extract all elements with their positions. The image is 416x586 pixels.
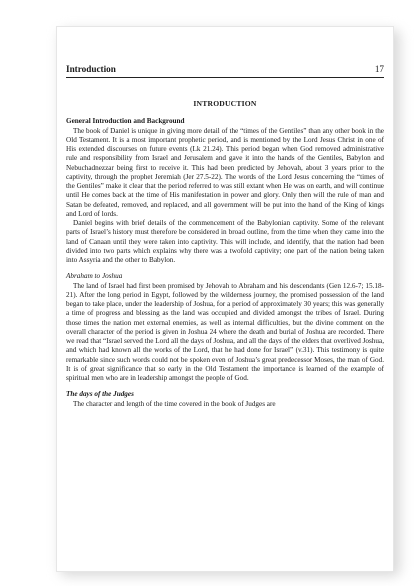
paragraph: The book of Daniel is unique in giving more detail of the “times of the Gentiles” than any other book in the Old Testament. It is a most important prophetic period, and is mentioned by the Lord Jesus Christ in one of His extended discourses on future events (Lk 21.24). This period began when God removed administrative rule and responsibility from Israel and Jerusalem and gave it into the hands of the Gentiles, Babylon and Nebuchadnezzar being first to receive it. This had been predicted by Jehovah, about 3 years prior to the captivity, through the prophet Jeremiah (Jer 27.5-22). The words of the Lord Jesus concerning the “times of the Gentiles” make it clear that the period referred to was still extant when He was on earth, and will continue until He comes back at the time of His manifestation in power and glory. Only then will the rule of man and Satan be defeated, removed, and replaced, and all government will be put into the hand of the King of kings and Lord of lords. (66, 126, 384, 218)
page-number: 17 (374, 64, 384, 74)
book-page (56, 26, 394, 572)
page-content (66, 99, 384, 409)
section-heading-general: General Introduction and Background (66, 117, 185, 126)
paragraph: Daniel begins with brief details of the commencement of the Babylonian captivity. Some of the relevant parts of Israel’s history must therefore be considered in broad outline, from the time when they came into the land of Canaan until they were taken into captivity. This will include, and identify, that the nation had been divided into two parts which explains why there was a twofold captivity; one part of the nation being taken into Assyria and the other to Babylon. (66, 219, 384, 264)
section-heading-abraham-to-joshua: Abraham to Joshua (66, 272, 123, 281)
running-head (66, 63, 384, 78)
section-heading-days-of-judges: The days of the Judges (66, 390, 134, 399)
paragraph: The land of Israel had first been promised by Jehovah to Abraham and his descendants (Gen 12.6-7; 15.18-21). After the long period in Egypt, followed by the wilderness journey, the promised possession of the land began to take place, under the leadership of Joshua, for a period of approximately 30 years; this was generally a time of progress and blessing as the land was occupied and divided amongst the tribes of Israel. During those times the nation met external enemies, as well as internal difficulties, but the divine comment on the overall character of the period is given in Joshua 24 where the death and burial of Joshua are recorded. There we read that “Israel served the Lord all the days of Joshua, and all the days of the elders that overlived Joshua, and which had known all the works of the Lord, that he had done for Israel” (v.31). This testimony is quite remarkable since such words could not be spoken even of Joshua’s great predecessor Moses, the man of God. It is of great significance that so early in the Old Testament the importance is learned of the example of spiritual men who are in leadership amongst the people of God. (66, 281, 384, 382)
paragraph: The character and length of the time covered in the book of Judges are (73, 399, 276, 408)
chapter-title: INTRODUCTION (193, 99, 257, 108)
running-head-title: Introduction (66, 64, 116, 74)
